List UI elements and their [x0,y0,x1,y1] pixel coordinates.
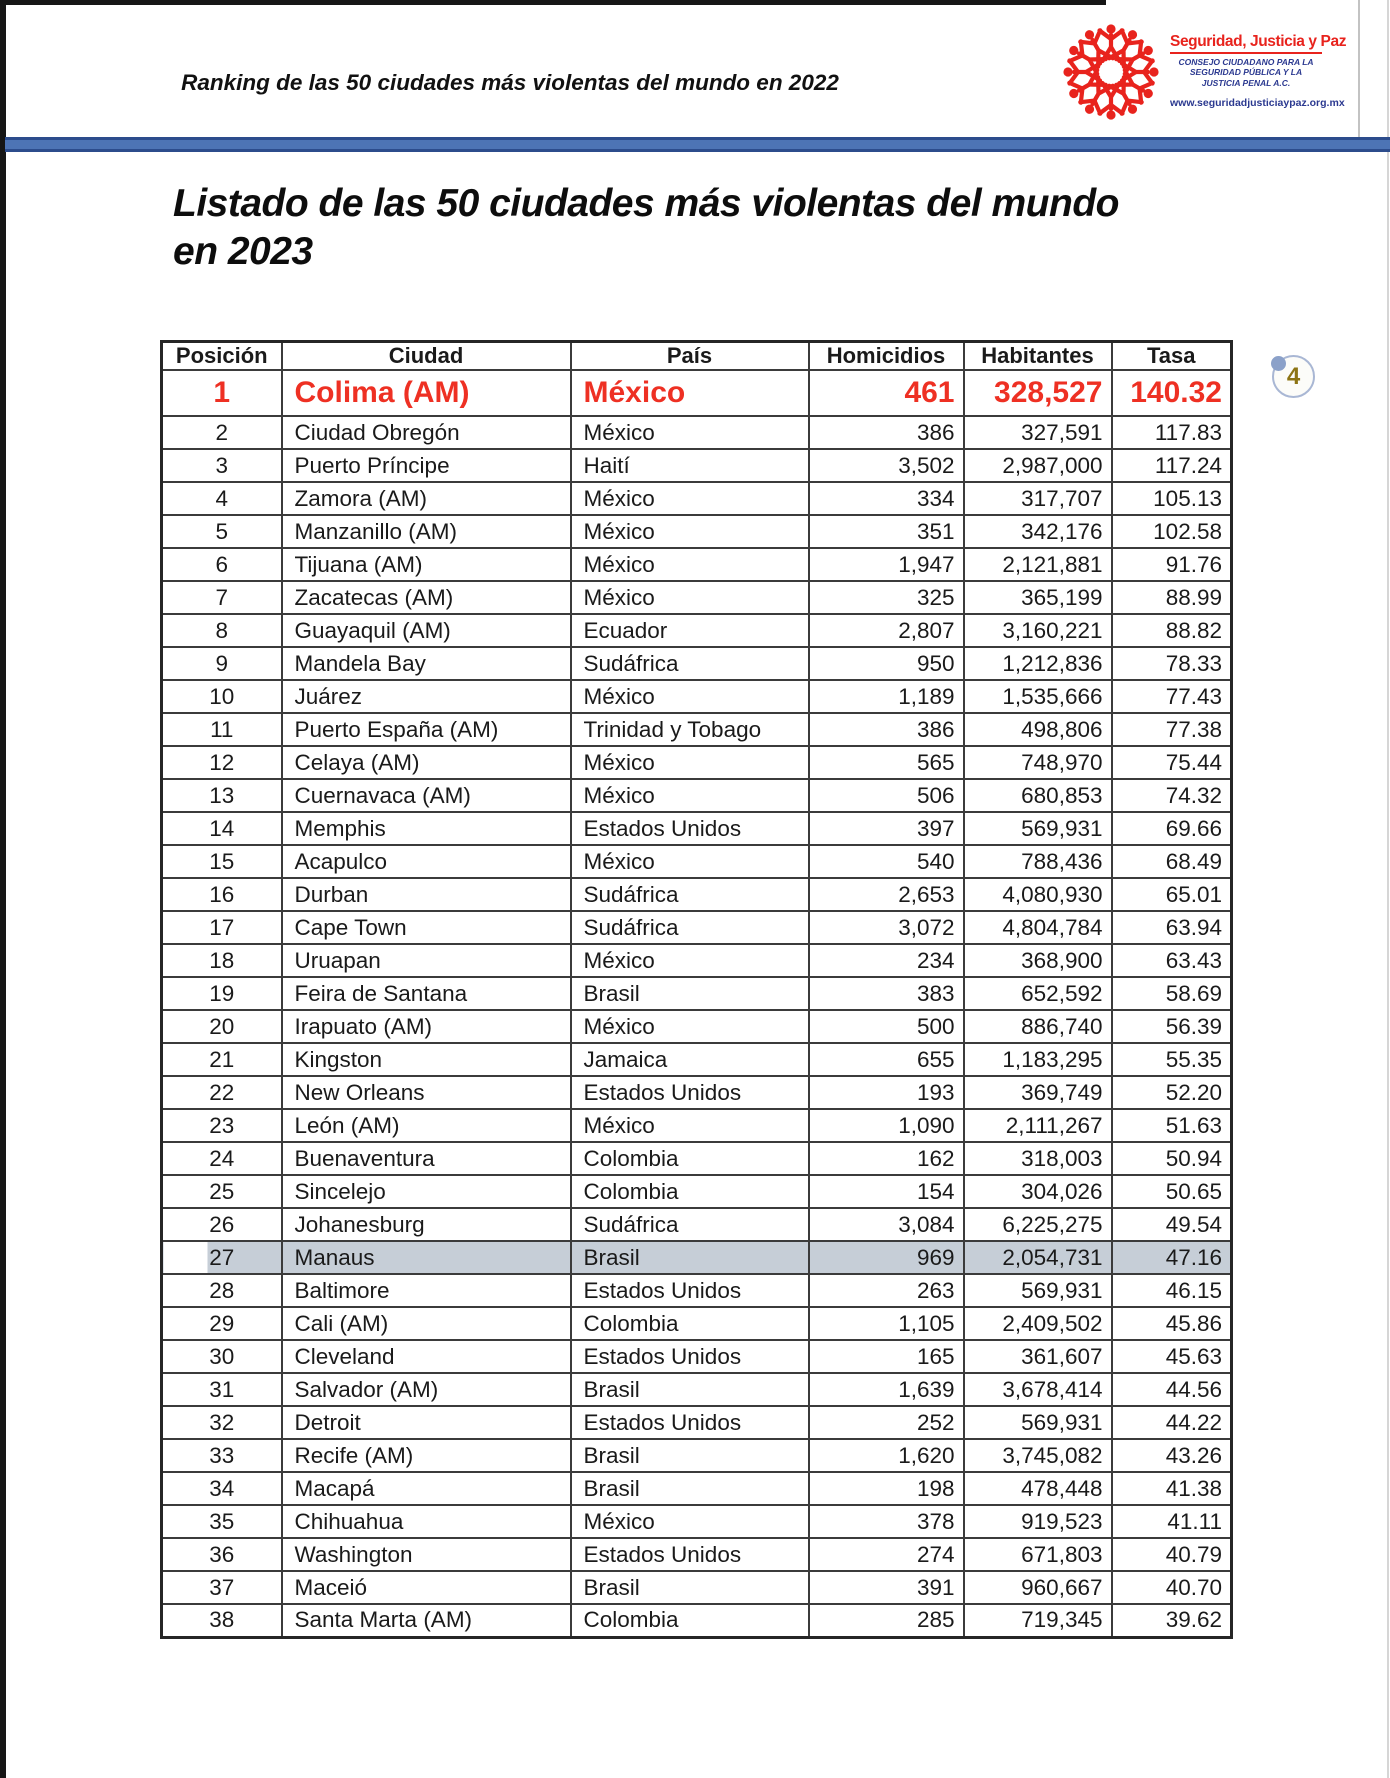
cell-pais: México [571,548,809,581]
table-row [162,548,1232,581]
table-row [162,647,1232,680]
cell-pais: México [571,370,809,416]
cell-habitantes: 569,931 [964,812,1112,845]
cell-tasa: 47.16 [1112,1241,1232,1274]
table-row [162,1505,1232,1538]
cell-homicidios: 252 [809,1406,964,1439]
cell-tasa: 50.94 [1112,1142,1232,1175]
cell-posicion: 29 [162,1307,282,1340]
cell-habitantes: 478,448 [964,1472,1112,1505]
cell-ciudad: Detroit [282,1406,571,1439]
cell-posicion: 11 [162,713,282,746]
table-row [162,1043,1232,1076]
cell-tasa: 49.54 [1112,1208,1232,1241]
cell-pais: Jamaica [571,1043,809,1076]
cell-tasa: 140.32 [1112,370,1232,416]
cell-homicidios: 386 [809,713,964,746]
running-header-title: Ranking de las 50 ciudades más violentas del mundo en 2022 [181,70,839,95]
column-header-homicidios: Homicidios [809,342,964,371]
cell-habitantes: 788,436 [964,845,1112,878]
comment-annotation-badge[interactable] [1272,355,1315,398]
cell-pais: México [571,482,809,515]
header-divider-bar [5,137,1390,152]
cell-homicidios: 461 [809,370,964,416]
cell-habitantes: 342,176 [964,515,1112,548]
cell-habitantes: 4,080,930 [964,878,1112,911]
cell-homicidios: 162 [809,1142,964,1175]
cell-ciudad: Santa Marta (AM) [282,1604,571,1637]
cell-pais: Brasil [571,1571,809,1604]
table-row [162,449,1232,482]
table-row [162,482,1232,515]
cell-homicidios: 1,090 [809,1109,964,1142]
cell-habitantes: 328,527 [964,370,1112,416]
cell-pais: Brasil [571,1241,809,1274]
cell-homicidios: 1,639 [809,1373,964,1406]
table-row [162,1175,1232,1208]
cell-posicion: 19 [162,977,282,1010]
cell-tasa: 77.43 [1112,680,1232,713]
table-row [162,614,1232,647]
table-row [162,515,1232,548]
cell-posicion: 24 [162,1142,282,1175]
cell-habitantes: 569,931 [964,1406,1112,1439]
cell-posicion: 22 [162,1076,282,1109]
cell-habitantes: 919,523 [964,1505,1112,1538]
table-row [162,746,1232,779]
cell-posicion: 3 [162,449,282,482]
cell-posicion: 18 [162,944,282,977]
table-row [162,1109,1232,1142]
cell-habitantes: 498,806 [964,713,1112,746]
cell-posicion: 6 [162,548,282,581]
people-circle-logo-icon [1056,15,1166,127]
logo-name: Seguridad, Justicia y Paz [1170,33,1322,54]
cell-pais: México [571,746,809,779]
comment-badge-number: 4 [1286,362,1301,390]
cell-pais: Brasil [571,1472,809,1505]
cell-homicidios: 3,084 [809,1208,964,1241]
cell-habitantes: 1,212,836 [964,647,1112,680]
cell-habitantes: 368,900 [964,944,1112,977]
cell-ciudad: León (AM) [282,1109,571,1142]
cell-pais: Estados Unidos [571,1076,809,1109]
cell-habitantes: 680,853 [964,779,1112,812]
cell-posicion: 2 [162,416,282,449]
cell-ciudad: Juárez [282,680,571,713]
cell-ciudad: Cape Town [282,911,571,944]
cell-posicion: 28 [162,1274,282,1307]
cell-homicidios: 198 [809,1472,964,1505]
cell-tasa: 44.22 [1112,1406,1232,1439]
cell-posicion: 26 [162,1208,282,1241]
cell-tasa: 117.83 [1112,416,1232,449]
logo-subtitle-line2: SEGURIDAD PÚBLICA Y LA JUSTICIA PENAL A.C. [1189,67,1303,88]
cell-homicidios: 1,189 [809,680,964,713]
cell-habitantes: 6,225,275 [964,1208,1112,1241]
cell-tasa: 39.62 [1112,1604,1232,1637]
cell-pais: Sudáfrica [571,911,809,944]
cell-ciudad: Manaus [282,1241,571,1274]
cell-tasa: 44.56 [1112,1373,1232,1406]
table-row [162,713,1232,746]
cell-tasa: 45.86 [1112,1307,1232,1340]
cell-habitantes: 2,409,502 [964,1307,1112,1340]
organization-logo [1056,12,1347,130]
cell-tasa: 45.63 [1112,1340,1232,1373]
table-row [162,1439,1232,1472]
cell-tasa: 117.24 [1112,449,1232,482]
table-row [162,1538,1232,1571]
table-row [162,845,1232,878]
cell-posicion: 34 [162,1472,282,1505]
cell-homicidios: 383 [809,977,964,1010]
cell-ciudad: Cleveland [282,1340,571,1373]
cell-pais: Brasil [571,977,809,1010]
cell-pais: Colombia [571,1307,809,1340]
page-title-line1: Listado de las 50 ciudades más violentas del mundo [173,182,1119,225]
cell-posicion: 10 [162,680,282,713]
cell-tasa: 69.66 [1112,812,1232,845]
cell-homicidios: 193 [809,1076,964,1109]
cell-homicidios: 325 [809,581,964,614]
cell-homicidios: 655 [809,1043,964,1076]
table-row [162,581,1232,614]
cell-habitantes: 304,026 [964,1175,1112,1208]
cell-habitantes: 3,160,221 [964,614,1112,647]
cell-ciudad: Durban [282,878,571,911]
cell-habitantes: 719,345 [964,1604,1112,1637]
cell-posicion: 1 [162,370,282,416]
ranking-table-container [160,340,1233,1639]
cell-homicidios: 234 [809,944,964,977]
cell-ciudad: Macapá [282,1472,571,1505]
cell-posicion: 30 [162,1340,282,1373]
cell-homicidios: 378 [809,1505,964,1538]
cell-posicion: 20 [162,1010,282,1043]
cell-tasa: 41.38 [1112,1472,1232,1505]
cell-habitantes: 4,804,784 [964,911,1112,944]
cell-ciudad: Baltimore [282,1274,571,1307]
cell-ciudad: Mandela Bay [282,647,571,680]
cell-pais: Estados Unidos [571,1274,809,1307]
table-row [162,1604,1232,1637]
cell-ciudad: Cali (AM) [282,1307,571,1340]
table-row [162,370,1232,416]
cell-pais: México [571,779,809,812]
table-row [162,878,1232,911]
cell-homicidios: 540 [809,845,964,878]
cell-habitantes: 569,931 [964,1274,1112,1307]
page-title-line2: en 2023 [173,230,313,274]
cell-pais: Trinidad y Tobago [571,713,809,746]
cell-homicidios: 397 [809,812,964,845]
ranking-table-body [162,370,1232,1637]
logo-subtitle [1170,57,1322,89]
cell-ciudad: Ciudad Obregón [282,416,571,449]
cell-tasa: 46.15 [1112,1274,1232,1307]
page-title [173,180,1153,277]
cell-ciudad: Zamora (AM) [282,482,571,515]
cell-habitantes: 1,183,295 [964,1043,1112,1076]
cell-tasa: 68.49 [1112,845,1232,878]
cell-habitantes: 318,003 [964,1142,1112,1175]
cell-tasa: 102.58 [1112,515,1232,548]
cell-pais: Estados Unidos [571,1340,809,1373]
cell-tasa: 58.69 [1112,977,1232,1010]
cell-tasa: 65.01 [1112,878,1232,911]
cell-tasa: 75.44 [1112,746,1232,779]
window-top-edge [0,0,1106,5]
table-row [162,680,1232,713]
cell-homicidios: 334 [809,482,964,515]
cell-pais: Sudáfrica [571,1208,809,1241]
cell-tasa: 74.32 [1112,779,1232,812]
cell-ciudad: Cuernavaca (AM) [282,779,571,812]
cell-tasa: 78.33 [1112,647,1232,680]
logo-text-block [1170,32,1347,110]
cell-habitantes: 369,749 [964,1076,1112,1109]
table-row [162,1307,1232,1340]
cell-posicion: 8 [162,614,282,647]
cell-ciudad: Zacatecas (AM) [282,581,571,614]
table-row [162,911,1232,944]
cell-posicion: 27 [162,1241,282,1274]
cell-posicion: 4 [162,482,282,515]
cell-posicion: 36 [162,1538,282,1571]
cell-ciudad: Guayaquil (AM) [282,614,571,647]
cell-posicion: 13 [162,779,282,812]
cell-posicion: 7 [162,581,282,614]
cell-homicidios: 3,502 [809,449,964,482]
cell-homicidios: 285 [809,1604,964,1637]
table-row [162,1076,1232,1109]
cell-posicion: 25 [162,1175,282,1208]
column-header-pais: País [571,342,809,371]
cell-posicion: 35 [162,1505,282,1538]
cell-ciudad: Tijuana (AM) [282,548,571,581]
cell-pais: México [571,515,809,548]
cell-tasa: 40.79 [1112,1538,1232,1571]
cell-homicidios: 1,620 [809,1439,964,1472]
cell-pais: México [571,416,809,449]
cell-posicion: 31 [162,1373,282,1406]
table-row [162,1373,1232,1406]
cell-tasa: 52.20 [1112,1076,1232,1109]
cell-ciudad: Celaya (AM) [282,746,571,779]
cell-ciudad: Manzanillo (AM) [282,515,571,548]
column-header-tasa: Tasa [1112,342,1232,371]
logo-website: www.seguridadjusticiaypaz.org.mx [1170,97,1345,110]
page-right-margin-line [1358,0,1360,152]
cell-ciudad: Chihuahua [282,1505,571,1538]
table-row [162,944,1232,977]
cell-posicion: 9 [162,647,282,680]
cell-posicion: 16 [162,878,282,911]
cell-pais: México [571,944,809,977]
cell-ciudad: Feira de Santana [282,977,571,1010]
table-row [162,977,1232,1010]
cell-homicidios: 263 [809,1274,964,1307]
cell-homicidios: 506 [809,779,964,812]
cell-ciudad: New Orleans [282,1076,571,1109]
cell-habitantes: 2,121,881 [964,548,1112,581]
cell-homicidios: 565 [809,746,964,779]
cell-habitantes: 886,740 [964,1010,1112,1043]
cell-ciudad: Sincelejo [282,1175,571,1208]
cell-pais: Colombia [571,1142,809,1175]
cell-posicion: 14 [162,812,282,845]
cell-tasa: 63.94 [1112,911,1232,944]
cell-pais: Colombia [571,1604,809,1637]
cell-posicion: 23 [162,1109,282,1142]
cell-habitantes: 652,592 [964,977,1112,1010]
cell-ciudad: Buenaventura [282,1142,571,1175]
cell-posicion: 12 [162,746,282,779]
cell-pais: Haití [571,449,809,482]
cell-tasa: 88.99 [1112,581,1232,614]
cell-homicidios: 154 [809,1175,964,1208]
cell-tasa: 88.82 [1112,614,1232,647]
cell-ciudad: Salvador (AM) [282,1373,571,1406]
table-header-row [162,342,1232,371]
cell-pais: Ecuador [571,614,809,647]
table-row [162,1340,1232,1373]
cell-pais: México [571,680,809,713]
cell-ciudad: Puerto España (AM) [282,713,571,746]
cell-ciudad: Johanesburg [282,1208,571,1241]
window-left-edge [0,0,6,1778]
cell-homicidios: 386 [809,416,964,449]
cell-pais: México [571,845,809,878]
table-row [162,1571,1232,1604]
cell-pais: México [571,1010,809,1043]
cell-posicion: 5 [162,515,282,548]
table-row [162,1241,1232,1274]
ranking-table [160,340,1233,1639]
table-row [162,1472,1232,1505]
cell-pais: Sudáfrica [571,647,809,680]
cell-pais: México [571,581,809,614]
cell-ciudad: Washington [282,1538,571,1571]
cell-pais: Estados Unidos [571,812,809,845]
cell-tasa: 91.76 [1112,548,1232,581]
cell-homicidios: 391 [809,1571,964,1604]
cell-homicidios: 3,072 [809,911,964,944]
cell-homicidios: 1,105 [809,1307,964,1340]
cell-habitantes: 327,591 [964,416,1112,449]
cell-ciudad: Uruapan [282,944,571,977]
cell-tasa: 51.63 [1112,1109,1232,1142]
cell-tasa: 55.35 [1112,1043,1232,1076]
cell-tasa: 105.13 [1112,482,1232,515]
cell-tasa: 77.38 [1112,713,1232,746]
cell-ciudad: Kingston [282,1043,571,1076]
cell-homicidios: 950 [809,647,964,680]
table-row [162,812,1232,845]
cell-homicidios: 2,807 [809,614,964,647]
cell-habitantes: 361,607 [964,1340,1112,1373]
cell-tasa: 40.70 [1112,1571,1232,1604]
cell-tasa: 43.26 [1112,1439,1232,1472]
cell-posicion: 38 [162,1604,282,1637]
cell-posicion: 21 [162,1043,282,1076]
cell-posicion: 37 [162,1571,282,1604]
cell-posicion: 32 [162,1406,282,1439]
cell-ciudad: Irapuato (AM) [282,1010,571,1043]
cell-homicidios: 969 [809,1241,964,1274]
cell-habitantes: 1,535,666 [964,680,1112,713]
cell-tasa: 41.11 [1112,1505,1232,1538]
logo-subtitle-line1: CONSEJO CIUDADANO PARA LA [1178,56,1314,67]
cell-habitantes: 2,054,731 [964,1241,1112,1274]
cell-homicidios: 351 [809,515,964,548]
table-row [162,1274,1232,1307]
cell-habitantes: 3,745,082 [964,1439,1112,1472]
cell-ciudad: Acapulco [282,845,571,878]
cell-ciudad: Puerto Príncipe [282,449,571,482]
cell-tasa: 63.43 [1112,944,1232,977]
cell-pais: Colombia [571,1175,809,1208]
cell-habitantes: 2,987,000 [964,449,1112,482]
cell-habitantes: 748,970 [964,746,1112,779]
column-header-ciudad: Ciudad [282,342,571,371]
table-row [162,1010,1232,1043]
column-header-habitantes: Habitantes [964,342,1112,371]
cell-posicion: 17 [162,911,282,944]
cell-pais: Estados Unidos [571,1406,809,1439]
cell-homicidios: 2,653 [809,878,964,911]
cell-tasa: 56.39 [1112,1010,1232,1043]
cell-ciudad: Colima (AM) [282,370,571,416]
cell-pais: México [571,1505,809,1538]
cell-ciudad: Memphis [282,812,571,845]
cell-pais: Brasil [571,1373,809,1406]
cell-pais: Estados Unidos [571,1538,809,1571]
cell-habitantes: 317,707 [964,482,1112,515]
cell-pais: Sudáfrica [571,878,809,911]
cell-homicidios: 500 [809,1010,964,1043]
cell-habitantes: 960,667 [964,1571,1112,1604]
cell-homicidios: 274 [809,1538,964,1571]
cell-ciudad: Recife (AM) [282,1439,571,1472]
cell-posicion: 15 [162,845,282,878]
cell-homicidios: 1,947 [809,548,964,581]
table-row [162,1406,1232,1439]
cell-posicion: 33 [162,1439,282,1472]
cell-habitantes: 365,199 [964,581,1112,614]
table-row [162,1142,1232,1175]
cell-habitantes: 2,111,267 [964,1109,1112,1142]
table-row [162,416,1232,449]
cell-pais: México [571,1109,809,1142]
page-right-edge [1387,0,1389,1778]
cell-pais: Brasil [571,1439,809,1472]
cell-tasa: 50.65 [1112,1175,1232,1208]
table-row [162,779,1232,812]
cell-habitantes: 3,678,414 [964,1373,1112,1406]
table-row [162,1208,1232,1241]
cell-ciudad: Maceió [282,1571,571,1604]
cell-habitantes: 671,803 [964,1538,1112,1571]
cell-homicidios: 165 [809,1340,964,1373]
column-header-posicion: Posición [162,342,282,371]
